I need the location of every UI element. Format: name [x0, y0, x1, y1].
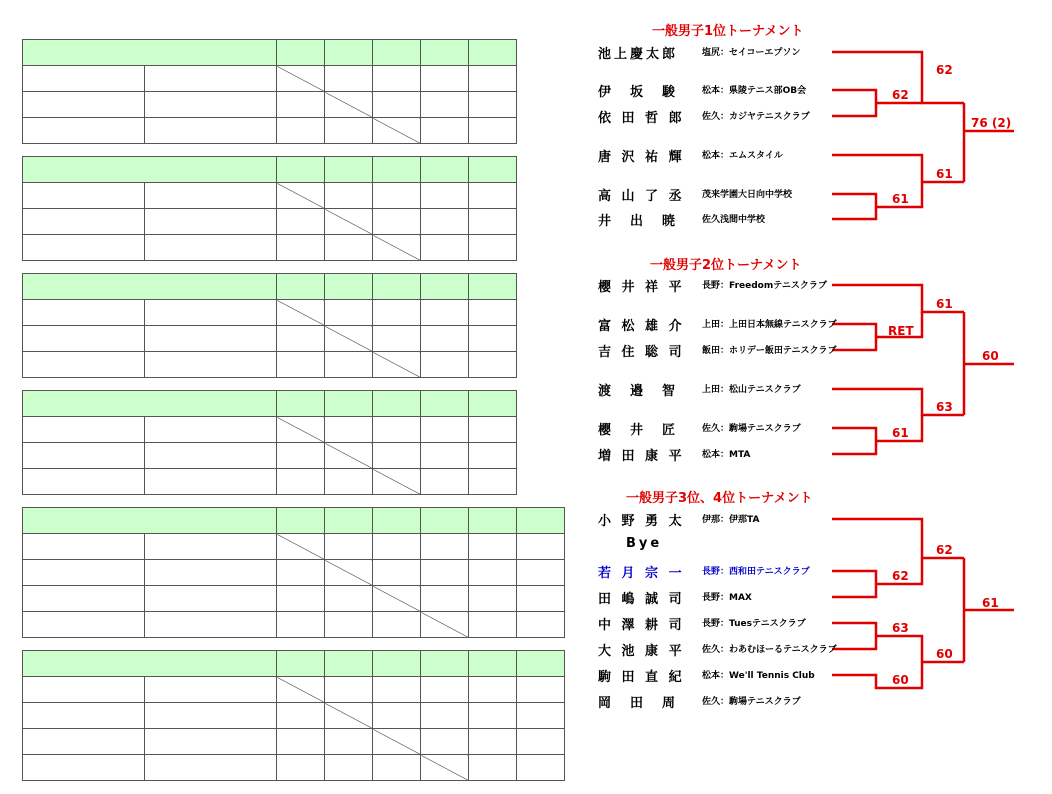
tournament-player-club: 伊那：伊那TA: [702, 515, 760, 525]
bracket-score: 62: [892, 88, 909, 102]
tournament-player-club: 佐久：カジヤテニスクラブ: [702, 112, 810, 122]
tournament-player-name: 駒 田 直 紀: [598, 670, 685, 685]
bracket-line: [832, 571, 876, 597]
tournament-player-club: 塩尻：セイコーエプソン: [702, 48, 801, 58]
tournament-player-club: 佐久：わあむほーるテニスクラブ: [702, 645, 837, 655]
bracket-score: 61: [892, 192, 909, 206]
tournament-player-club: 佐久：駒場テニスクラブ: [702, 697, 801, 707]
bracket-score: 60: [982, 349, 999, 363]
tournament-player-club: 長野：西和田テニスクラブ: [702, 567, 810, 577]
bracket-score: 62: [936, 543, 953, 557]
tournament-player-name: 吉 住 聡 司: [598, 345, 685, 360]
tournament-player-club: 松本：県陵テニス部OB会: [702, 86, 807, 96]
bracket-line: [832, 90, 876, 116]
bracket-score: 62: [892, 569, 909, 583]
tournament-player-name: 唐 沢 祐 輝: [598, 150, 685, 165]
tournament-player-club: 茂来学園大日向中学校: [702, 190, 793, 200]
tournament-player-club: 佐久浅間中学校: [702, 215, 766, 225]
tournament-player-name: 伊 坂 駿: [598, 85, 679, 100]
bracket-score: 61: [892, 426, 909, 440]
tournament-title-3rd-4th: 一般男子3位、4位トーナメント: [626, 491, 813, 506]
bracket-lines: [832, 52, 1014, 688]
bracket-line: [832, 428, 876, 454]
tournament-player-name: Bye: [626, 536, 663, 551]
bracket-score: 61: [982, 596, 999, 610]
tournament-player-name: 渡 邉 智: [598, 384, 679, 399]
tournament-title-2nd: 一般男子2位トーナメント: [650, 258, 802, 273]
tournament-player-name: 櫻 井 祥 平: [598, 280, 685, 295]
bracket-score: 60: [936, 647, 953, 661]
tournament-player-club: 長野：Freedomテニスクラブ: [702, 281, 827, 291]
bracket-score: 76 (2): [971, 116, 1012, 130]
tournament-title-1st: 一般男子1位トーナメント: [652, 24, 804, 39]
tournament-player-name: 櫻 井 匠: [598, 423, 679, 438]
tournament-player-name: 池上慶太郎: [598, 47, 679, 62]
bracket-score: 61: [936, 167, 953, 181]
tournament-player-name: 田 嶋 誠 司: [598, 592, 685, 607]
tournament-player-club: 松本：エムスタイル: [702, 151, 783, 161]
tournament-player-name: 井 出 暁: [598, 214, 679, 229]
bracket-score: 61: [936, 297, 953, 311]
tournament-player-club: 長野：MAX: [702, 593, 752, 603]
tournament-player-club: 長野：Tuesテニスクラブ: [702, 619, 806, 629]
tournament-player-name: 富 松 雄 介: [598, 319, 685, 334]
tournament-player-club: 上田：松山テニスクラブ: [702, 385, 801, 395]
tournament-player-name: 小 野 勇 太: [598, 514, 685, 529]
tournament-player-club: 上田：上田日本無線テニスクラブ: [702, 320, 837, 330]
bracket-line: [832, 623, 876, 649]
bracket-score: 63: [936, 400, 953, 414]
tournament-player-club: 佐久：駒場テニスクラブ: [702, 424, 801, 434]
bracket-score: 60: [892, 673, 909, 687]
bracket-score: 63: [892, 621, 909, 635]
bracket-line: [832, 194, 876, 219]
bracket-line: [832, 324, 876, 350]
tournament-player-name: 若 月 宗 一: [598, 566, 685, 581]
bracket-score: RET: [888, 324, 914, 338]
tournament-player-club: 松本：MTA: [702, 450, 751, 460]
tournament-player-name: 増 田 康 平: [598, 449, 685, 464]
tournament-player-name: 中 澤 耕 司: [598, 618, 685, 633]
tournament-player-name: 依 田 哲 郎: [598, 111, 685, 126]
bracket-scores: [888, 63, 1011, 687]
tournament-player-name: 大 池 康 平: [598, 644, 685, 659]
tournament-player-name: 岡 田 周: [598, 696, 679, 711]
tournament-player-club: 松本：We'll Tennis Club: [702, 671, 815, 681]
tournament-player-club: 飯田：ホリデー飯田テニスクラブ: [702, 346, 837, 356]
bracket-score: 62: [936, 63, 953, 77]
tournament-player-name: 高 山 了 丞: [598, 189, 685, 204]
